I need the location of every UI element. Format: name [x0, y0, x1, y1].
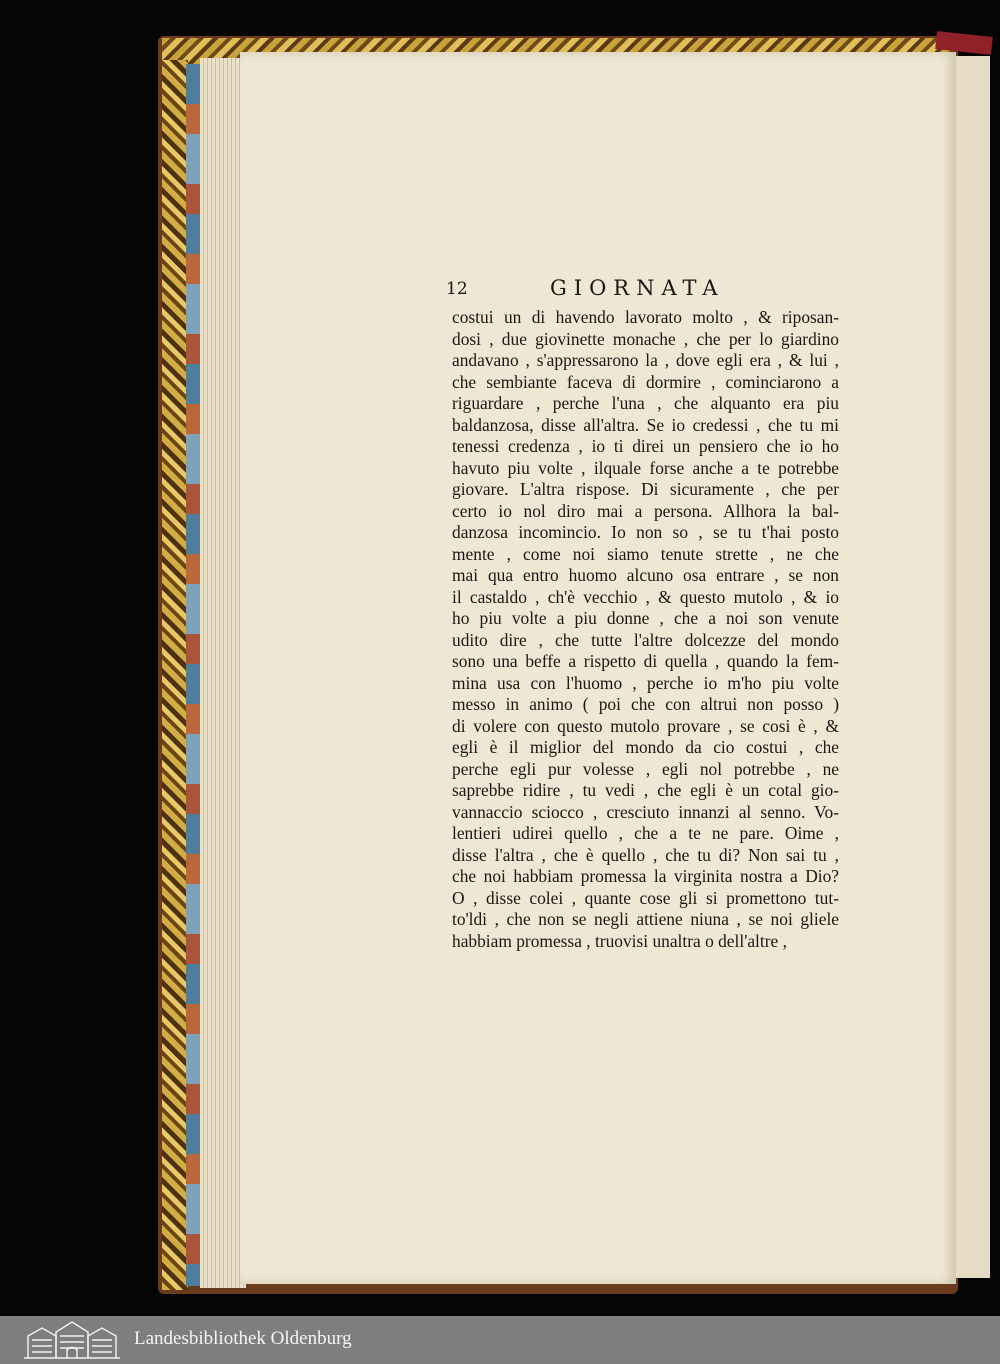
- text-line: ho piu volte a piu donne , che a noi son venute: [452, 608, 839, 628]
- text-line: saprebbe ridire , tu vedi , che egli è un cotal gio-: [452, 780, 839, 800]
- text-line: che sembiante faceva di dormire , cominciarono a: [452, 371, 839, 392]
- text-line: il castaldo , ch'è vecchio , & questo mutolo , & io: [452, 586, 839, 607]
- text-line: messo in animo ( poi che con altrui non posso ): [452, 694, 839, 714]
- text-line: perche egli pur volesse , egli nol potrebbe , ne: [452, 758, 839, 779]
- text-line: egli è il miglior del mondo da cio costui , che: [452, 737, 839, 757]
- text-line: riguardare , perche l'una , che alquanto era piu: [452, 393, 839, 413]
- library-building-icon: [22, 1318, 122, 1362]
- facing-page-edge: [955, 56, 990, 1278]
- text-line: costui un di havendo lavorato molto , & riposan-: [452, 307, 839, 327]
- page-body-text: [452, 307, 839, 952]
- text-line: disse l'altra , che è quello , che tu di? Non sai tu ,: [452, 844, 839, 865]
- text-line: dosi , due giovinette monache , che per lo giardino: [452, 328, 839, 349]
- library-name: Landesbibliothek Oldenburg: [134, 1328, 352, 1349]
- library-footer-bar: [0, 1316, 1000, 1364]
- text-line: certo io nol diro mai a persona. Allhora la bal-: [452, 500, 839, 521]
- text-line: giovare. L'altra rispose. Di sicuramente , che per: [452, 479, 839, 499]
- text-line: baldanzosa, disse all'altra. Se io credessi , che tu mi: [452, 414, 839, 435]
- text-line: di volere con questo mutolo provare , se cosi è , &: [452, 715, 839, 736]
- page-number: 12: [446, 279, 468, 299]
- text-line: mina usa con l'huomo , perche io m'ho piu volte: [452, 672, 839, 693]
- text-line: andavano , s'appressarono la , dove egli era , & lui ,: [452, 350, 839, 370]
- running-head-title: GIORNATA: [550, 276, 725, 300]
- text-line: habbiam promessa , truovisi unaltra o dell'altre ,: [452, 930, 787, 951]
- text-line: udito dire , che tutte l'altre dolcezze del mondo: [452, 629, 839, 650]
- text-line: che noi habbiam promessa la virginita nostra a Dio?: [452, 866, 839, 886]
- running-head: [446, 276, 846, 306]
- text-line: to'ldi , che non se negli attiene niuna , se noi gliele: [452, 909, 839, 929]
- text-line: mai qua entro huomo alcuno osa entrare , se non: [452, 565, 839, 585]
- text-line: mente , come noi siamo tenute strette , ne che: [452, 543, 839, 564]
- text-line: vannaccio sciocco , cresciuto innanzi al senno. Vo-: [452, 801, 839, 822]
- text-line: tenessi credenza , io ti direi un pensiero che io ho: [452, 436, 839, 456]
- text-line: lentieri udirei quello , che a te ne pare. Oime ,: [452, 823, 839, 843]
- marbled-edge: [186, 64, 200, 1286]
- text-line: O , disse colei , quante cose gli si promettono tut-: [452, 887, 839, 908]
- text-line: sono una beffe a rispetto di quella , quando la fem-: [452, 651, 839, 671]
- text-line: havuto piu volte , ilquale forse anche a te potrebbe: [452, 457, 839, 478]
- gilt-border-left: [162, 60, 188, 1290]
- text-line: danzosa incomincio. Io non so , se tu t'hai posto: [452, 522, 839, 542]
